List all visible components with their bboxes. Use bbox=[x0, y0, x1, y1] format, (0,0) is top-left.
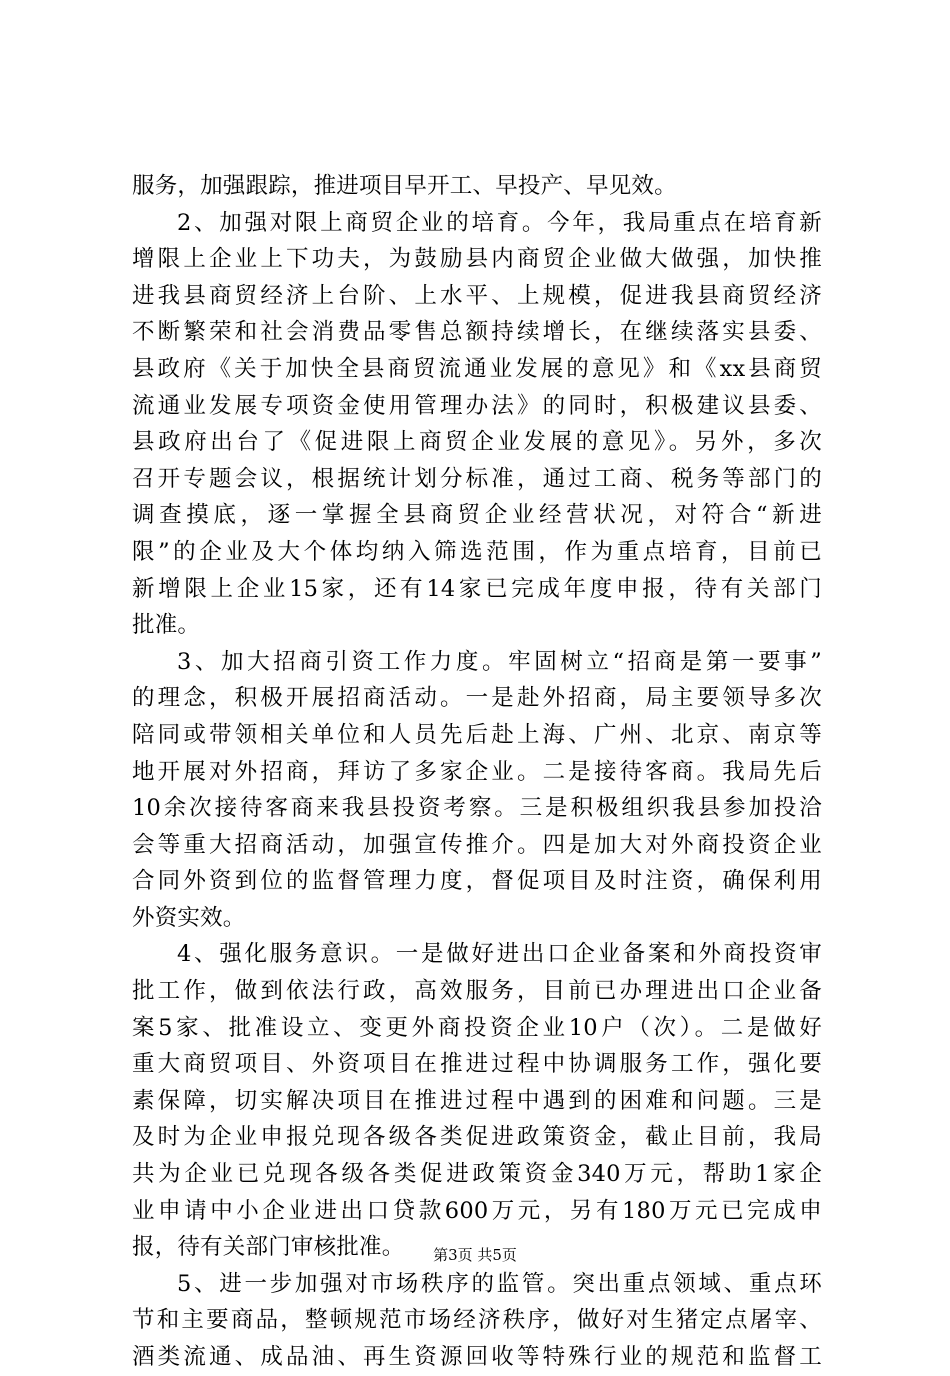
text-line: 业申请中小企业进出口贷款600万元，另有180万元已完成申 bbox=[132, 1197, 822, 1224]
text-line: 召开专题会议，根据统计划分标准，通过工商、税务等部门的 bbox=[132, 465, 822, 492]
text-line: 会等重大招商活动，加强宣传推介。四是加大对外商投资企业 bbox=[132, 831, 822, 858]
text-line: 调查摸底，逐一掌握全县商贸企业经营状况，对符合“新进 bbox=[132, 502, 822, 529]
text-line: 流通业发展专项资金使用管理办法》的同时，积极建议县委、 bbox=[132, 392, 822, 419]
text-line: 重大商贸项目、外资项目在推进过程中协调服务工作，强化要 bbox=[132, 1051, 822, 1078]
text-line: 报，待有关部门审核批准。 bbox=[132, 1234, 405, 1261]
text-line: 2、加强对限上商贸企业的培育。今年，我局重点在培育新 bbox=[177, 209, 822, 236]
text-line: 新增限上企业15家，还有14家已完成年度申报，待有关部门 bbox=[132, 575, 822, 602]
text-line: 合同外资到位的监督管理力度，督促项目及时注资，确保利用 bbox=[132, 868, 822, 895]
text-line: 县政府《关于加快全县商贸流通业发展的意见》和《xx县商贸 bbox=[132, 355, 822, 382]
text-line: 不断繁荣和社会消费品零售总额持续增长，在继续落实县委、 bbox=[132, 319, 822, 346]
text-line: 地开展对外招商，拜访了多家企业。二是接待客商。我局先后 bbox=[132, 758, 822, 785]
text-line: 的理念，积极开展招商活动。一是赴外招商，局主要领导多次 bbox=[132, 685, 822, 712]
text-line: 3、加大招商引资工作力度。牢固树立“招商是第一要事” bbox=[177, 648, 822, 675]
page-footer: 第3页 共5页 bbox=[433, 1246, 517, 1264]
text-line: 外资实效。 bbox=[132, 904, 246, 931]
text-line: 批工作，做到依法行政，高效服务，目前已办理进出口企业备 bbox=[132, 978, 822, 1005]
text-line: 增限上企业上下功夫，为鼓励县内商贸企业做大做强，加快推 bbox=[132, 246, 822, 273]
text-line: 进我县商贸经济上台阶、上水平、上规模，促进我县商贸经济 bbox=[132, 282, 822, 309]
text-line: 及时为企业申报兑现各级各类促进政策资金，截止目前，我局 bbox=[132, 1124, 822, 1151]
text-line: 素保障，切实解决项目在推进过程中遇到的困难和问题。三是 bbox=[132, 1087, 822, 1114]
text-line: 服务，加强跟踪，推进项目早开工、早投产、早见效。 bbox=[132, 173, 677, 199]
text-line: 限”的企业及大个体均纳入筛选范围，作为重点培育，目前已 bbox=[132, 538, 822, 565]
text-line: 共为企业已兑现各级各类促进政策资金340万元，帮助1家企 bbox=[132, 1161, 822, 1188]
text-line: 陪同或带领相关单位和人员先后赴上海、广州、北京、南京等 bbox=[132, 721, 822, 748]
text-line: 10余次接待客商来我县投资考察。三是积极组织我县参加投洽 bbox=[132, 795, 822, 822]
text-line: 批准。 bbox=[132, 612, 201, 639]
text-line: 节和主要商品，整顿规范市场经济秩序，做好对生猪定点屠宰、 bbox=[132, 1307, 822, 1334]
document-body bbox=[132, 168, 822, 1376]
text-line: 案5家、批准设立、变更外商投资企业10户（次）。二是做好 bbox=[132, 1014, 822, 1041]
text-line: 酒类流通、成品油、再生资源回收等特殊行业的规范和监督工 bbox=[132, 1344, 822, 1370]
text-line: 4、强化服务意识。一是做好进出口企业备案和外商投资审 bbox=[177, 941, 822, 968]
text-line: 县政府出台了《促进限上商贸企业发展的意见》。另外，多次 bbox=[132, 429, 822, 456]
text-line: 5、进一步加强对市场秩序的监管。突出重点领域、重点环 bbox=[177, 1270, 822, 1297]
